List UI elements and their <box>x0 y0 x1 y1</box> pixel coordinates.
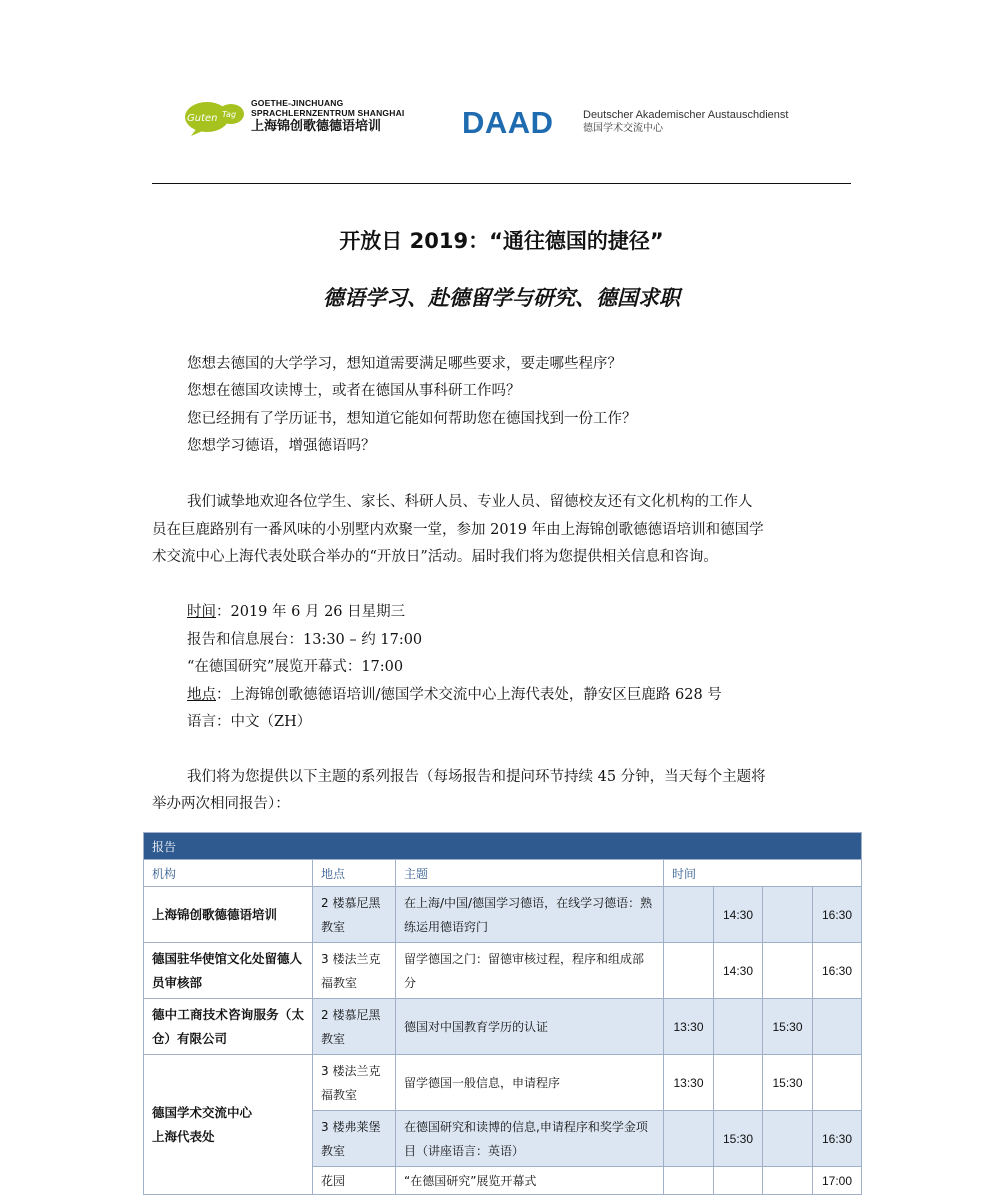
topic-cell: “在德国研究”展览开幕式 <box>396 1167 664 1195</box>
goethe-logo <box>183 98 413 142</box>
time-cell <box>813 999 862 1055</box>
question-3: 您已经拥有了学历证书，想知道它能如何帮助您在德国找到一份工作？ <box>187 411 637 427</box>
place-value: ：上海锦创歌德德语培训/德国学术交流中心上海代表处，静安区巨鹿路 628 号 <box>216 687 722 703</box>
col-topic: 主题 <box>396 860 664 887</box>
time-label: 时间 <box>187 604 216 620</box>
svg-text:Guten: Guten <box>187 113 218 124</box>
time-cell: 13:30 <box>664 999 714 1055</box>
time-value: ：2019 年 6 月 26 日星期三 <box>216 604 406 620</box>
org-cell: 德国驻华使馆文化处留德人员审核部 <box>144 943 313 999</box>
goethe-name-line1: GOETHE-JINCHUANG <box>251 98 344 108</box>
topic-cell: 在上海/中国/德国学习德语，在线学习德语：熟练运用德语窍门 <box>396 887 664 943</box>
topic-cell: 德国对中国教育学历的认证 <box>396 999 664 1055</box>
col-time: 时间 <box>664 860 862 887</box>
time-cell: 14:30 <box>714 887 763 943</box>
page-subtitle: 德语学习、赴德留学与研究、德国求职 <box>323 286 680 310</box>
col-location: 地点 <box>313 860 396 887</box>
location-cell: 2 楼慕尼黑教室 <box>313 999 396 1055</box>
location-cell: 3 楼弗莱堡教室 <box>313 1111 396 1167</box>
time-cell <box>714 999 763 1055</box>
goethe-name-cn: 上海锦创歌德德语培训 <box>251 119 382 134</box>
question-1: 您想去德国的大学学习，想知道需要满足哪些要求，要走哪些程序？ <box>187 356 622 372</box>
location-cell: 花园 <box>313 1167 396 1195</box>
info-place <box>187 685 722 705</box>
time-cell <box>714 1055 763 1111</box>
question-2: 您想在德国攻读博士，或者在德国从事科研工作吗？ <box>187 383 521 399</box>
intro-line-2: 员在巨鹿路别有一番风味的小别墅内欢聚一堂，参加 2019 年由上海锦创歌德德语培训和德国学 <box>152 522 764 538</box>
table-title-row <box>144 833 862 860</box>
time-cell: 15:30 <box>763 1055 813 1111</box>
time-cell <box>664 887 714 943</box>
info-report-time: 报告和信息展台：13:30 – 约 17:00 <box>187 632 423 648</box>
table-row <box>144 999 862 1055</box>
intro-line-3: 术交流中心上海代表处联合举办的“开放日”活动。届时我们将为您提供相关信息和咨询。 <box>152 549 718 565</box>
time-cell <box>813 1055 862 1111</box>
org-cell: 德国学术交流中心 上海代表处 <box>144 1055 313 1195</box>
table-row <box>144 887 862 943</box>
time-cell: 16:30 <box>813 1111 862 1167</box>
table-column-header <box>144 860 862 887</box>
location-cell: 2 楼慕尼黑教室 <box>313 887 396 943</box>
daad-name-cn: 德国学术交流中心 <box>583 123 663 134</box>
place-label: 地点 <box>187 687 216 703</box>
intro-line-1: 我们诚挚地欢迎各位学生、家长、科研人员、专业人员、留德校友还有文化机构的工作人 <box>187 494 753 510</box>
time-cell <box>664 1167 714 1195</box>
outro-line-1: 我们将为您提供以下主题的系列报告（每场报告和提问环节持续 45 分钟，当天每个主题将 <box>187 769 766 785</box>
org-cell: 上海锦创歌德德语培训 <box>144 887 313 943</box>
schedule-table <box>143 832 862 1195</box>
table-row <box>144 1055 862 1111</box>
time-cell <box>664 1111 714 1167</box>
time-cell <box>763 1167 813 1195</box>
org-cell: 德中工商技术咨询服务（太仓）有限公司 <box>144 999 313 1055</box>
daad-name-de: Deutscher Akademischer Austauschdienst <box>583 109 789 121</box>
time-cell <box>763 887 813 943</box>
time-cell: 15:30 <box>714 1111 763 1167</box>
time-cell <box>763 943 813 999</box>
time-cell: 16:30 <box>813 943 862 999</box>
topic-cell: 留学德国一般信息，申请程序 <box>396 1055 664 1111</box>
info-time <box>187 602 405 622</box>
location-cell: 3 楼法兰克福教室 <box>313 1055 396 1111</box>
page-title: 开放日 2019：“通往德国的捷径” <box>339 229 664 253</box>
goethe-name-line2: SPRACHLERNZENTRUM SHANGHAI <box>251 108 405 118</box>
daad-name <box>583 109 788 136</box>
table-title: 报告 <box>144 833 862 860</box>
time-cell: 16:30 <box>813 887 862 943</box>
time-cell <box>763 1111 813 1167</box>
table-row <box>144 943 862 999</box>
header-divider <box>152 183 851 184</box>
location-cell: 3 楼法兰克福教室 <box>313 943 396 999</box>
svg-text:Tag: Tag <box>222 110 237 119</box>
time-cell: 17:00 <box>813 1167 862 1195</box>
time-cell <box>714 1167 763 1195</box>
info-language: 语言：中文（ZH） <box>187 714 312 730</box>
time-cell: 13:30 <box>664 1055 714 1111</box>
speech-bubble-logo-icon <box>183 100 245 136</box>
time-cell <box>664 943 714 999</box>
topic-cell: 在德国研究和读博的信息,申请程序和奖学金项目（讲座语言：英语） <box>396 1111 664 1167</box>
daad-logo: DAAD <box>462 105 554 140</box>
question-4: 您想学习德语，增强德语吗？ <box>187 438 376 454</box>
time-cell: 14:30 <box>714 943 763 999</box>
outro-line-2: 举办两次相同报告）： <box>152 796 290 812</box>
time-cell: 15:30 <box>763 999 813 1055</box>
info-exhibition: “在德国研究”展览开幕式：17:00 <box>187 659 404 675</box>
topic-cell: 留学德国之门：留德审核过程，程序和组成部分 <box>396 943 664 999</box>
col-org: 机构 <box>144 860 313 887</box>
